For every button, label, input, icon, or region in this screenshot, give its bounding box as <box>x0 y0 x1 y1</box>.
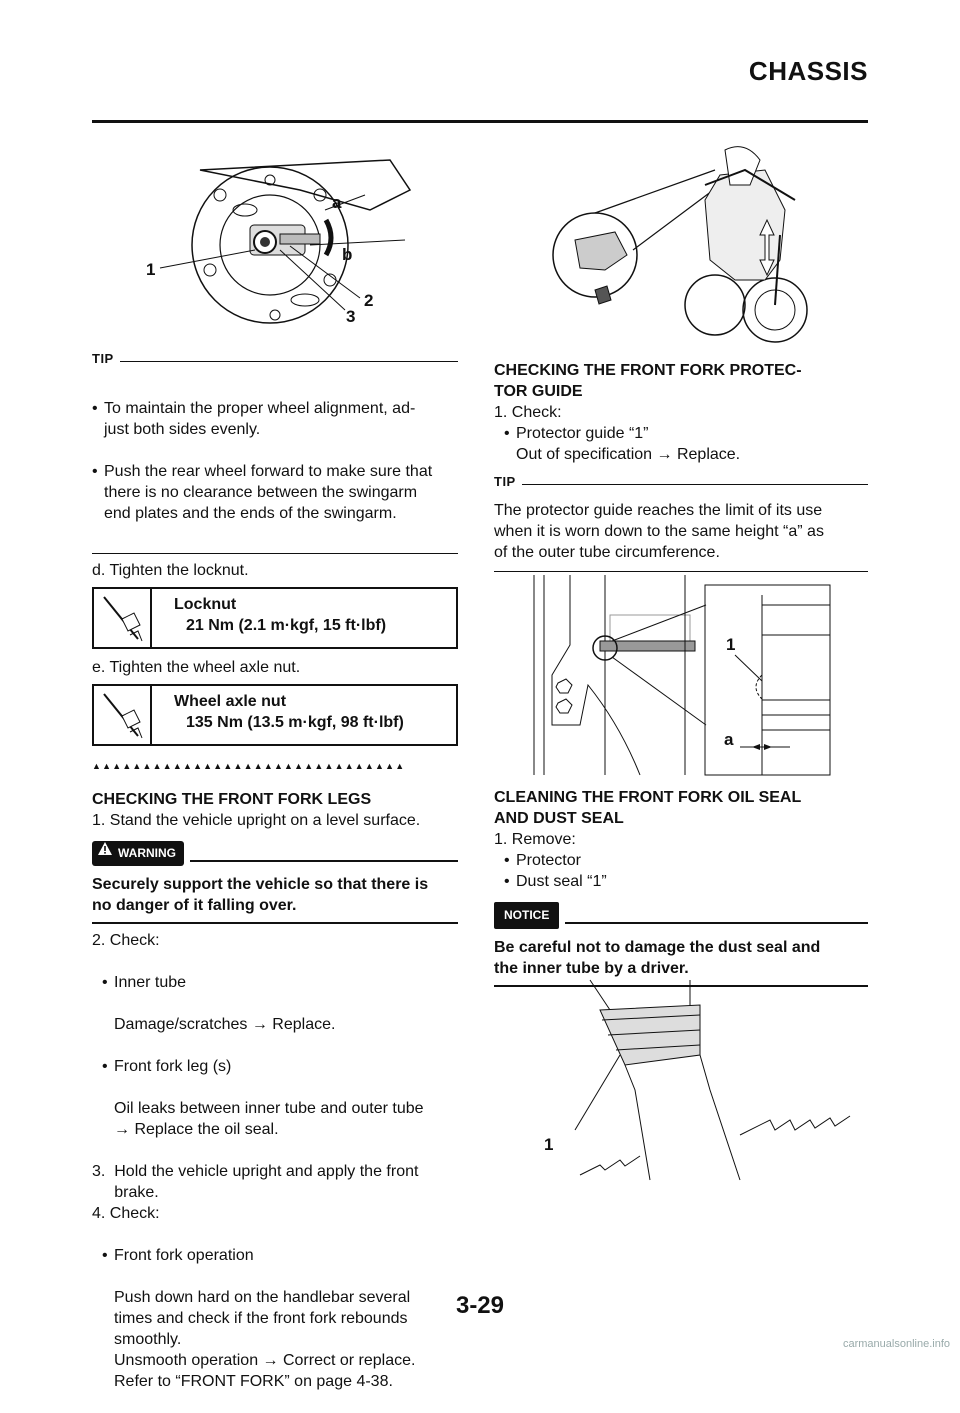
fig3-label-1: 1 <box>726 635 736 654</box>
check-detail: Push down hard on the handlebar several times and check if the front fork rebounds smoothly. Unsmooth operation → Correct or replace. Refer to “FRONT FORK” on page 4-38. <box>114 1289 416 1390</box>
figure-protector-guide <box>530 575 850 775</box>
notice-badge: NOTICE <box>494 902 559 929</box>
spec-value: 21 Nm (2.1 m·kgf, 15 ft·lbf) <box>186 617 387 634</box>
fig1-label-2: 2 <box>364 291 374 310</box>
notice-text: Be careful not to damage the dust seal and the inner tube by a driver. <box>494 939 821 977</box>
page-title: CHASSIS <box>748 56 868 86</box>
notice-rule <box>565 922 868 924</box>
triangle-divider: ▲▲▲▲▲▲▲▲▲▲▲▲▲▲▲▲▲▲▲▲▲▲▲▲▲▲▲▲▲▲▲ <box>92 761 406 771</box>
tip-item: • Push the rear wheel forward to make sure that there is no clearance between the swingarm end plates and the ends of the swingarm. <box>92 461 458 524</box>
tip-end-rule <box>92 553 458 554</box>
fig4-label-1: 1 <box>544 1135 554 1154</box>
spec-value: 135 Nm (13.5 m·kgf, 98 ft·lbf) <box>186 714 404 731</box>
tip-item: • To maintain the proper wheel alignment, ad- just both sides evenly. <box>92 398 458 440</box>
header-rule <box>92 120 868 123</box>
section-title: CHECKING THE FRONT FORK LEGS <box>92 791 372 808</box>
figure-motorcycle-brake <box>535 140 835 345</box>
step-e: e. Tighten the wheel axle nut. <box>92 659 301 676</box>
section-title: CHECKING THE FRONT FORK PROTEC- TOR GUIDE <box>494 362 802 400</box>
figure-dust-seal <box>540 980 870 1180</box>
warning-rule <box>190 860 458 862</box>
torque-wrench-icon <box>94 686 152 744</box>
check-item: • Front fork leg (s) <box>102 1056 458 1077</box>
figure-wheel-adjuster <box>140 150 420 330</box>
spec-name: Wheel axle nut <box>174 693 287 710</box>
warning-label: WARNING <box>118 846 176 860</box>
check-detail: Damage/scratches → Replace. <box>114 1016 336 1033</box>
step-1: 1. Remove: <box>494 831 576 848</box>
warning-text: Securely support the vehicle so that there is no danger of it falling over. <box>92 876 429 914</box>
check-detail: Oil leaks between inner tube and outer tube → Replace the oil seal. <box>114 1100 424 1138</box>
step-d: d. Tighten the locknut. <box>92 562 249 579</box>
spec-wheel-axle-nut <box>92 684 458 746</box>
fig1-label-b: b <box>342 245 353 264</box>
tip-end-rule <box>494 571 868 572</box>
check-item: • Inner tube <box>102 972 458 993</box>
step-3: 3. Hold the vehicle upright and apply the front brake. <box>92 1163 419 1201</box>
spec-locknut <box>92 587 458 649</box>
watermark: carmanualsonline.info <box>842 1338 950 1350</box>
fig1-label-a: a <box>332 193 342 212</box>
warning-end-rule <box>92 922 458 924</box>
fig3-label-a: a <box>724 730 734 749</box>
warning-triangle-icon <box>98 842 112 855</box>
tip-rule <box>120 361 458 362</box>
check-item: • Protector guide “1” <box>504 423 868 444</box>
tip-rule <box>522 484 868 485</box>
remove-item: • Protector <box>504 850 868 871</box>
check-item: • Front fork operation <box>102 1245 458 1266</box>
torque-wrench-icon <box>94 589 152 647</box>
step-2: 2. Check: <box>92 932 160 949</box>
warning-badge <box>92 841 184 866</box>
step-4: 4. Check: <box>92 1205 160 1222</box>
fig1-label-1: 1 <box>146 260 156 279</box>
section-title: CLEANING THE FRONT FORK OIL SEAL AND DUST SEAL <box>494 789 802 827</box>
remove-item: • Dust seal “1” <box>504 871 868 892</box>
fig1-label-3: 3 <box>346 307 356 326</box>
spec-name: Locknut <box>174 596 237 613</box>
step-1: 1. Check: <box>494 404 562 421</box>
check-detail: Out of specification → Replace. <box>516 446 741 463</box>
tip-text: The protector guide reaches the limit of its use when it is worn down to the same height “a” as of the outer tube circumference. <box>494 502 824 561</box>
tip-label: TIP <box>494 474 516 489</box>
step-1: 1. Stand the vehicle upright on a level surface. <box>92 812 421 829</box>
tip-label: TIP <box>92 351 114 366</box>
page-number: 3-29 <box>455 1292 505 1319</box>
